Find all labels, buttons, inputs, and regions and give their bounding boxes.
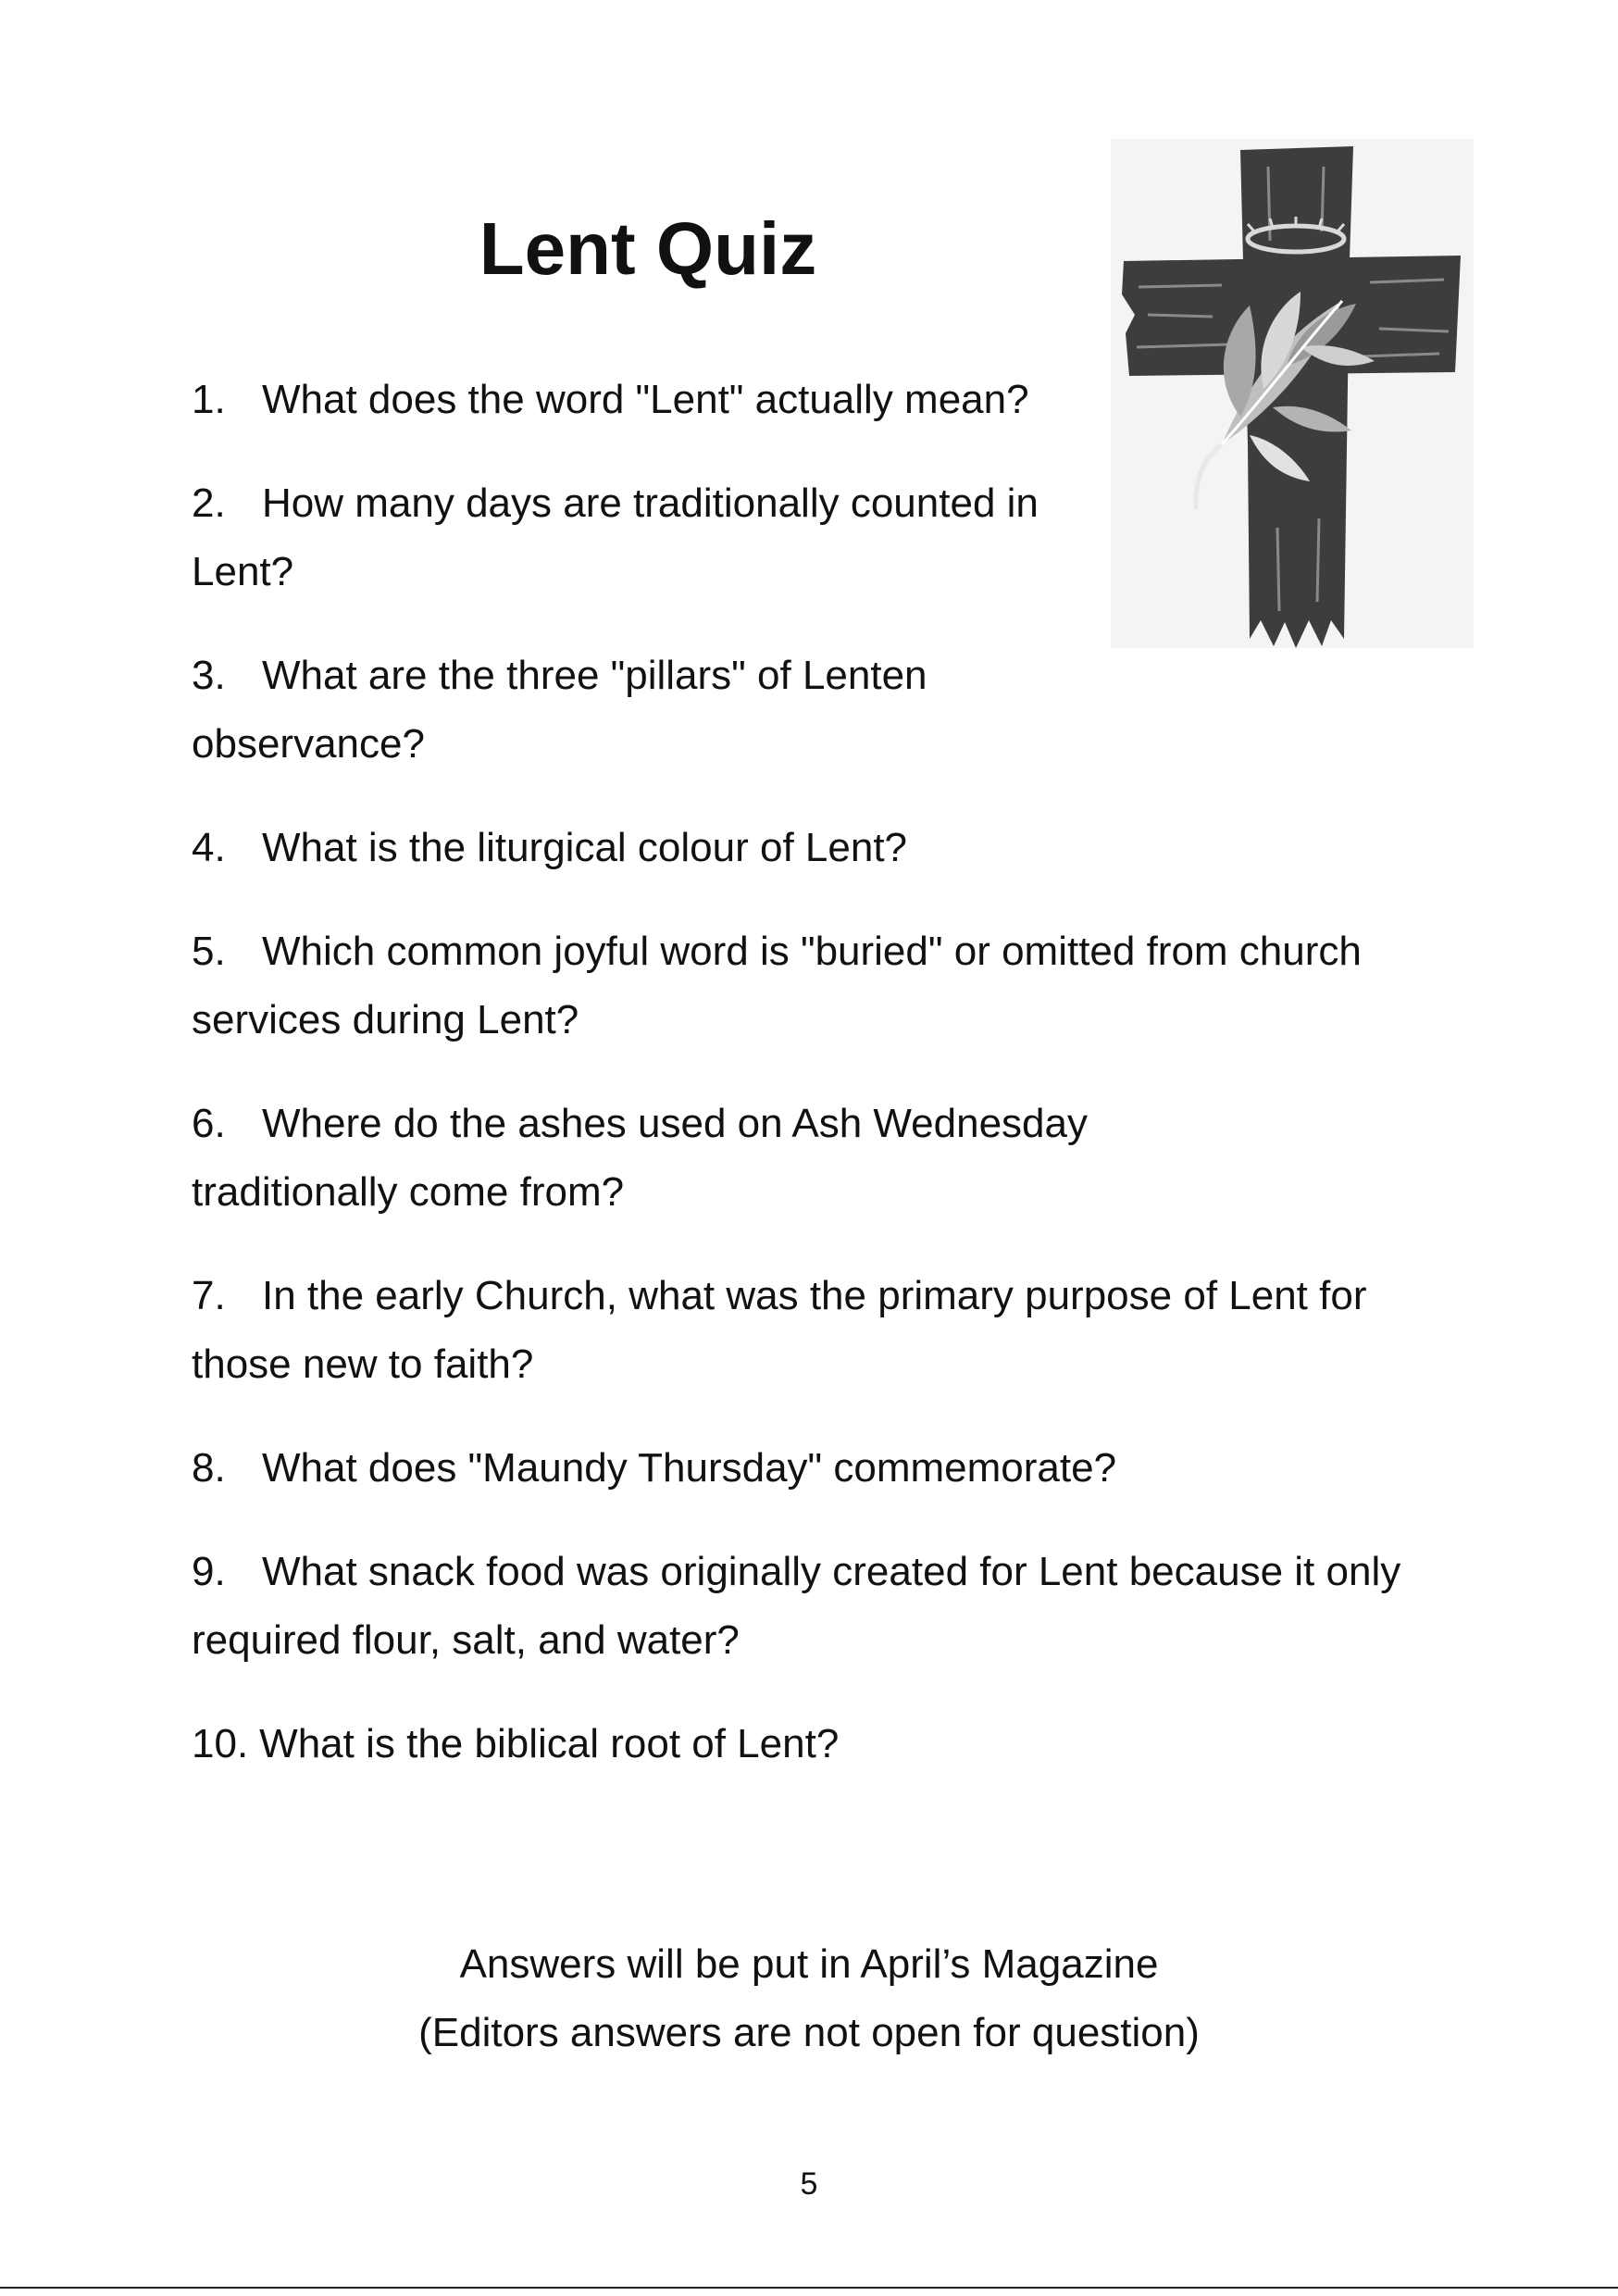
question-number: 10. [192, 1721, 249, 1766]
quiz-question [192, 1538, 1460, 1675]
quiz-question [192, 1090, 1099, 1227]
question-text: What snack food was originally created for Lent because it only required flour, salt, and water? [192, 1549, 1401, 1663]
question-text: What is the biblical root of Lent? [259, 1721, 840, 1766]
page-title: Lent Quiz [479, 207, 817, 290]
question-number: 8. [192, 1445, 226, 1491]
question-text: What does the word "Lent" actually mean? [262, 377, 1029, 422]
question-text: What does "Maundy Thursday" commemorate? [262, 1445, 1117, 1491]
answers-note [0, 1930, 1618, 2067]
quiz-question [192, 469, 1099, 606]
question-text: What are the three "pillars" of Lenten observance? [192, 653, 927, 767]
question-text: Where do the ashes used on Ash Wednesday traditionally come from? [192, 1101, 1088, 1215]
question-number: 3. [192, 653, 226, 698]
question-text: Which common joyful word is "buried" or omitted from church services during Lent? [192, 929, 1362, 1042]
question-number: 2. [192, 480, 226, 526]
quiz-question [192, 917, 1460, 1054]
page-number: 5 [800, 2166, 818, 2202]
question-number: 7. [192, 1273, 226, 1318]
quiz-question [192, 366, 1099, 434]
question-number: 1. [192, 377, 226, 422]
answers-note-line: Answers will be put in April’s Magazine [459, 1941, 1159, 1987]
quiz-question [192, 1434, 1460, 1503]
question-text: What is the liturgical colour of Lent? [262, 825, 908, 870]
quiz-question [192, 642, 1099, 779]
quiz-question [192, 1262, 1460, 1399]
quiz-question-list [192, 366, 1460, 1814]
page-bottom-divider [0, 2287, 1618, 2289]
answers-note-line: (Editors answers are not open for question) [418, 2010, 1200, 2055]
question-text: How many days are traditionally counted in Lent? [192, 480, 1039, 594]
question-number: 5. [192, 929, 226, 974]
quiz-question [192, 814, 1460, 882]
question-text: In the early Church, what was the primary purpose of Lent for those new to faith? [192, 1273, 1367, 1387]
question-number: 6. [192, 1101, 226, 1146]
quiz-question [192, 1710, 1460, 1778]
question-number: 4. [192, 825, 226, 870]
question-number: 9. [192, 1549, 226, 1594]
